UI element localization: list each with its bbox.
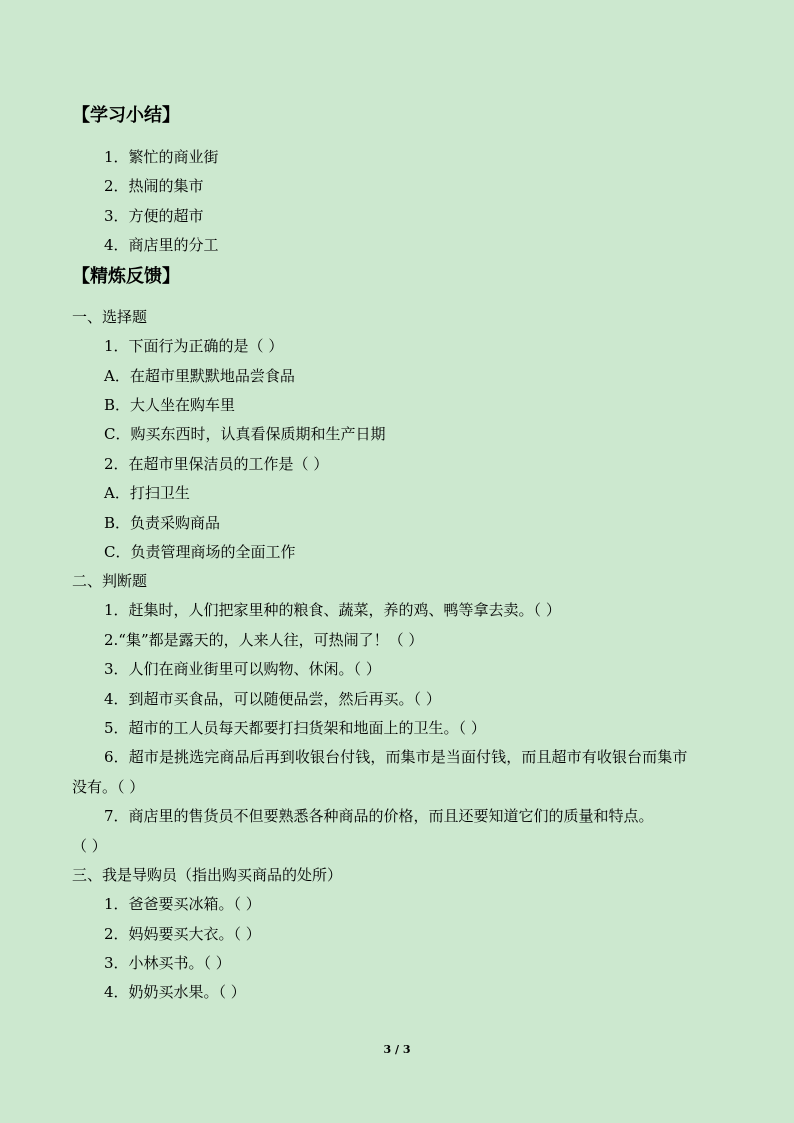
summary-item: 3．方便的超市 — [104, 207, 204, 225]
judge-item-continuation: 没有。（ ） — [72, 778, 145, 796]
judge-item: 2.“集”都是露天的，人来人往，可热闹了！（ ） — [104, 631, 424, 649]
judge-item: 6．超市是挑选完商品后再到收银台付钱，而集市是当面付钱，而且超市有收银台而集市 — [104, 748, 688, 766]
summary-heading: 【学习小结】 — [72, 105, 180, 126]
judge-item: 5．超市的工人员每天都要打扫货架和地面上的卫生。（ ） — [104, 719, 486, 737]
judge-item: 1．赶集时，人们把家里种的粮食、蔬菜，养的鸡、鸭等拿去卖。（ ） — [104, 601, 561, 619]
judge-section-title: 二、判断题 — [72, 572, 148, 590]
summary-item: 1．繁忙的商业街 — [104, 148, 219, 166]
judge-item: 4．到超市买食品，可以随便品尝，然后再买。（ ） — [104, 690, 441, 708]
guide-item: 3．小林买书。（ ） — [104, 954, 231, 972]
choice-section-title: 一、选择题 — [72, 308, 148, 326]
choice-option: B．负责采购商品 — [104, 514, 221, 532]
choice-option: A．在超市里默默地品尝食品 — [104, 367, 295, 385]
page-number: 3 / 3 — [383, 1043, 411, 1056]
feedback-heading: 【精炼反馈】 — [72, 266, 180, 287]
judge-item-continuation: （ ） — [72, 837, 107, 855]
choice-option: A．打扫卫生 — [104, 484, 190, 502]
guide-item: 4．奶奶买水果。（ ） — [104, 983, 246, 1001]
choice-question: 2．在超市里保洁员的工作是（ ） — [104, 455, 329, 473]
summary-item: 4．商店里的分工 — [104, 236, 219, 254]
choice-option: B．大人坐在购车里 — [104, 396, 236, 414]
summary-item: 2．热闹的集市 — [104, 177, 204, 195]
guide-item: 1．爸爸要买冰箱。（ ） — [104, 895, 261, 913]
judge-item: 7．商店里的售货员不但要熟悉各种商品的价格，而且还要知道它们的质量和特点。 — [104, 807, 654, 825]
choice-option: C．负责管理商场的全面工作 — [104, 543, 296, 561]
choice-option: C．购买东西时，认真看保质期和生产日期 — [104, 425, 386, 443]
judge-item: 3．人们在商业街里可以购物、休闲。（ ） — [104, 660, 381, 678]
guide-section-title: 三、我是导购员（指出购买商品的处所） — [72, 866, 343, 884]
choice-question: 1．下面行为正确的是（ ） — [104, 337, 284, 355]
guide-item: 2．妈妈要买大衣。（ ） — [104, 925, 261, 943]
